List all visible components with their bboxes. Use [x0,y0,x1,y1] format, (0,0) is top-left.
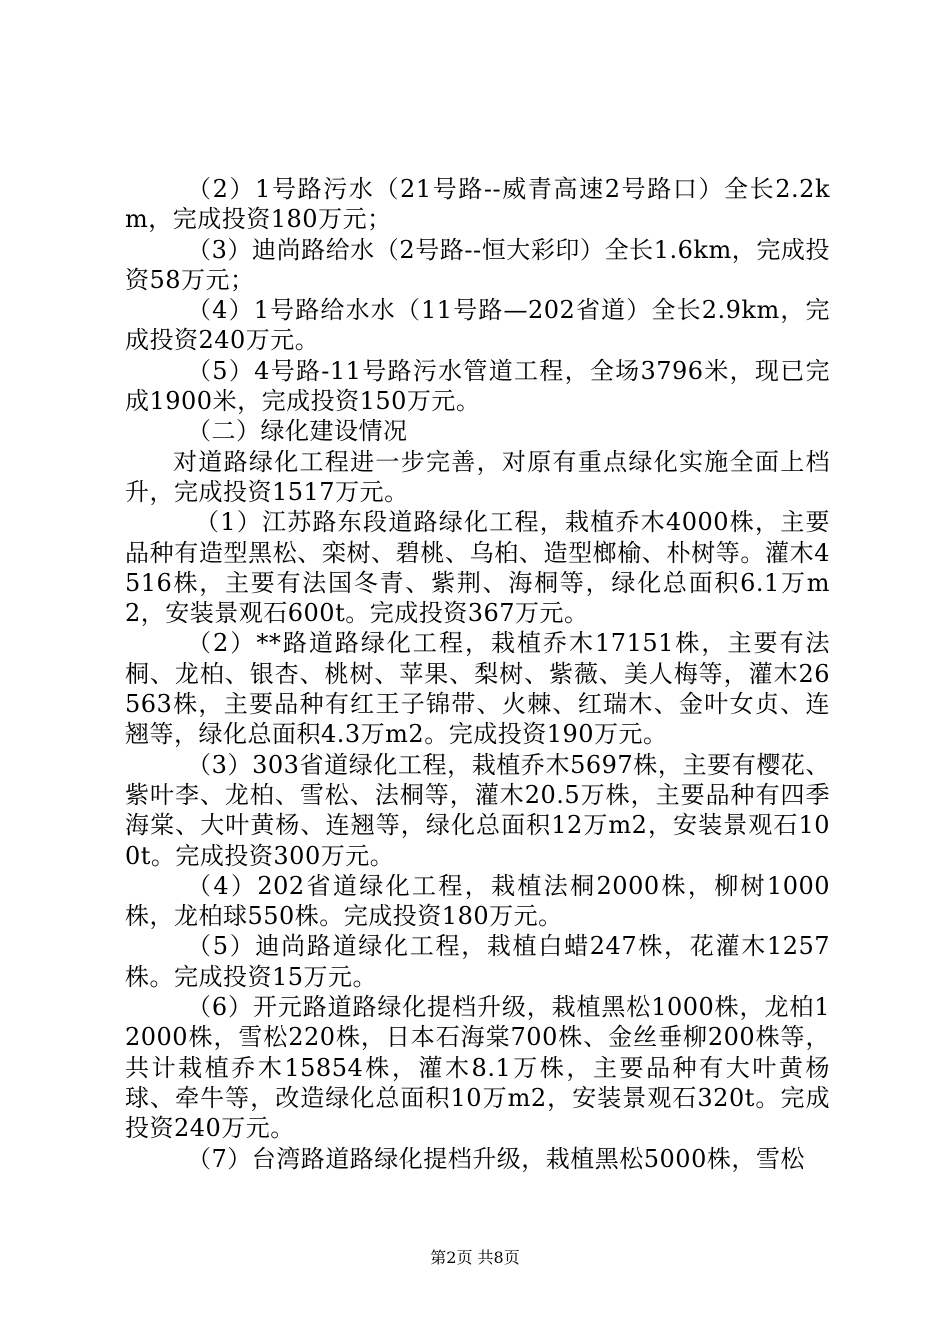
page-footer: 第2页 共8页 [430,1248,520,1267]
section-heading-greening: （二）绿化建设情况 [187,417,408,446]
paragraph-greening-intro: 对道路绿化工程进一步完善，对原有重点绿化实施全面上档升，完成投资1517万元。 [125,447,830,506]
paragraph-greening-6: （6）开元路道路绿化提档升级，栽植黑松1000株，龙柏12000株，雪松220株，日本石海棠700株、金丝垂柳200株等，共计栽植乔木15854株，灌木8.1万株，主要品种有大叶黄杨球、牵牛等，改造绿化总面积10万m2，安装景观石320t。完成投资240万元。 [125,993,830,1143]
paragraph-greening-5: （5）迪尚路道绿化工程，栽植白蜡247株，花灌木1257株。完成投资15万元。 [125,932,830,991]
paragraph-4: （5）4号路-11号路污水管道工程，全场3796米，现已完成1900米，完成投资150万元。 [125,356,830,416]
paragraph-greening-3: （3）303省道绿化工程，栽植乔木5697株，主要有樱花、紫叶李、龙柏、雪松、法桐等，灌木20.5万株，主要品种有四季海棠、大叶黄杨、连翘等，绿化总面积12万m2，安装景观石100t。完成投资300万元。 [125,750,830,870]
paragraph-greening-1: （1）江苏路东段道路绿化工程，栽植乔木4000株，主要品种有造型黑松、栾树、碧桃、乌桕、造型榔榆、朴树等。灌木4516株，主要有法国冬青、紫荆、海桐等，绿化总面积6.1万m2，安装景观石600t。完成投资367万元。 [125,508,830,628]
document-body [125,174,830,1174]
paragraph-3: （4）1号路给水水（11号路—202省道）全长2.9km，完成投资240万元。 [125,296,830,355]
paragraph-greening-7: （7）台湾路道路绿化提档升级，栽植黑松5000株，雪松 [187,1144,805,1173]
paragraph-greening-2: （2）**路道路绿化工程，栽植乔木17151株，主要有法桐、龙柏、银杏、桃树、苹果、梨树、紫薇、美人梅等，灌木26563株，主要品种有红王子锦带、火棘、红瑞木、金叶女贞、连翘等，绿化总面积4.3万m2。完成投资190万元。 [125,629,830,749]
paragraph-greening-4: （4）202省道绿化工程，栽植法桐2000株，柳树1000株，龙柏球550株。完成投资180万元。 [125,871,830,931]
paragraph-2: （3）迪尚路给水（2号路--恒大彩印）全长1.6km，完成投资58万元； [125,235,830,294]
paragraph-1: （2）1号路污水（21号路--威青高速2号路口）全长2.2km，完成投资180万元； [125,175,830,234]
